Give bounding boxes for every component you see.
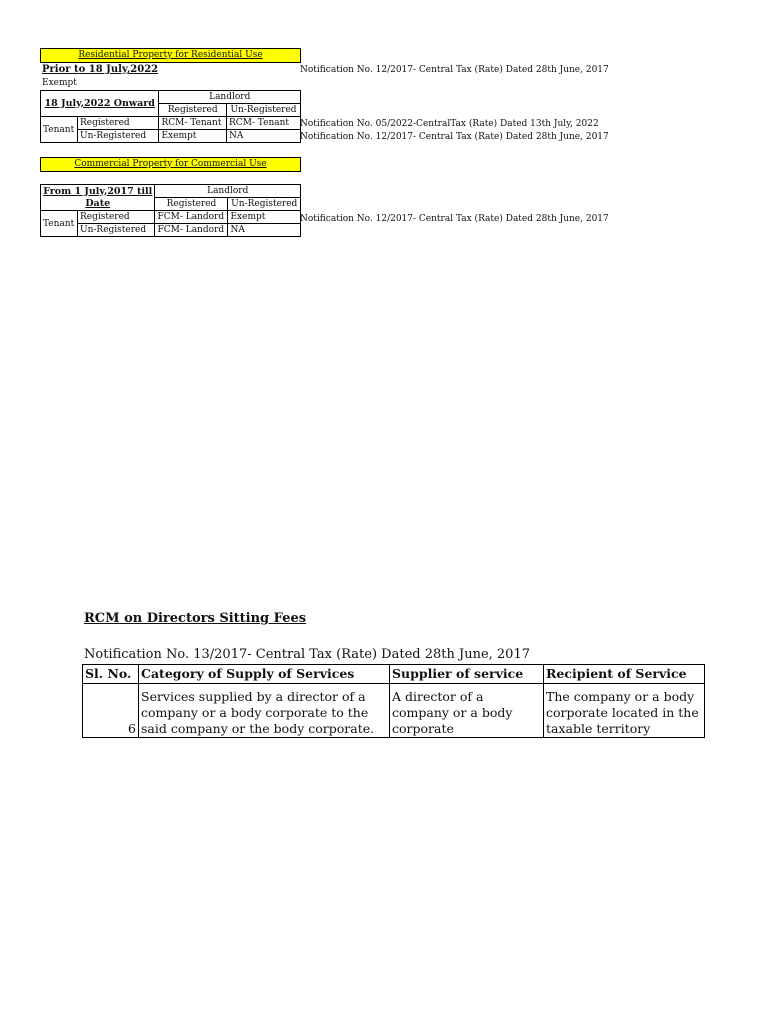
tenant-label: Tenant [41,211,78,237]
commercial-corner-label: From 1 July,2017 till Date [41,185,155,211]
col-unregistered: Un-Registered [228,198,301,211]
residential-banner: Residential Property for Residential Use [40,48,301,63]
cell: RCM- Tenant [227,117,301,130]
col-registered: Registered [159,104,227,117]
cell-supplier: A director of a company or a body corporate [390,684,544,738]
row-label: Un-Registered [78,130,159,143]
table-row [41,130,301,143]
header-sl-no: Sl. No. [83,665,139,684]
cell: RCM- Tenant [159,117,227,130]
directors-fees-title: RCM on Directors Sitting Fees [84,611,307,626]
residential-note-2: Notification No. 12/2017- Central Tax (Rate) Dated 28th June, 2017 [300,132,609,142]
header-recipient: Recipient of Service [544,665,705,684]
cell-sl-no: 6 [83,684,139,738]
row-label: Un-Registered [78,224,155,237]
header-category: Category of Supply of Services [139,665,390,684]
col-unregistered: Un-Registered [227,104,301,117]
row-label: Registered [78,211,155,224]
table-row [41,224,301,237]
directors-fees-table [82,664,705,738]
col-registered: Registered [155,198,228,211]
cell-recipient: The company or a body corporate located in the taxable territory [544,684,705,738]
table-row [83,684,705,738]
table-row [41,211,301,224]
directors-fees-notification: Notification No. 13/2017- Central Tax (Rate) Dated 28th June, 2017 [84,647,530,662]
cell: NA [228,224,301,237]
residential-corner-label: 18 July,2022 Onward [41,91,159,117]
prior-label: Prior to 18 July,2022 [42,64,159,75]
cell: NA [227,130,301,143]
commercial-banner: Commercial Property for Commercial Use [40,157,301,172]
prior-notification: Notification No. 12/2017- Central Tax (Rate) Dated 28th June, 2017 [300,65,609,75]
commercial-table [40,184,301,237]
cell: FCM- Landord [155,224,228,237]
cell-category: Services supplied by a director of a company or a body corporate to the said company or the body corporate. [139,684,390,738]
cell: FCM- Landord [155,211,228,224]
table-row [41,117,301,130]
header-supplier: Supplier of service [390,665,544,684]
residential-note-1: Notification No. 05/2022-CentralTax (Rate) Dated 13th July, 2022 [300,119,599,129]
tenant-label: Tenant [41,117,78,143]
row-label: Registered [78,117,159,130]
commercial-note: Notification No. 12/2017- Central Tax (Rate) Dated 28th June, 2017 [300,214,609,224]
prior-value: Exempt [42,78,77,88]
landlord-header: Landlord [159,91,301,104]
cell: Exempt [159,130,227,143]
residential-table [40,90,301,143]
landlord-header: Landlord [155,185,301,198]
cell: Exempt [228,211,301,224]
